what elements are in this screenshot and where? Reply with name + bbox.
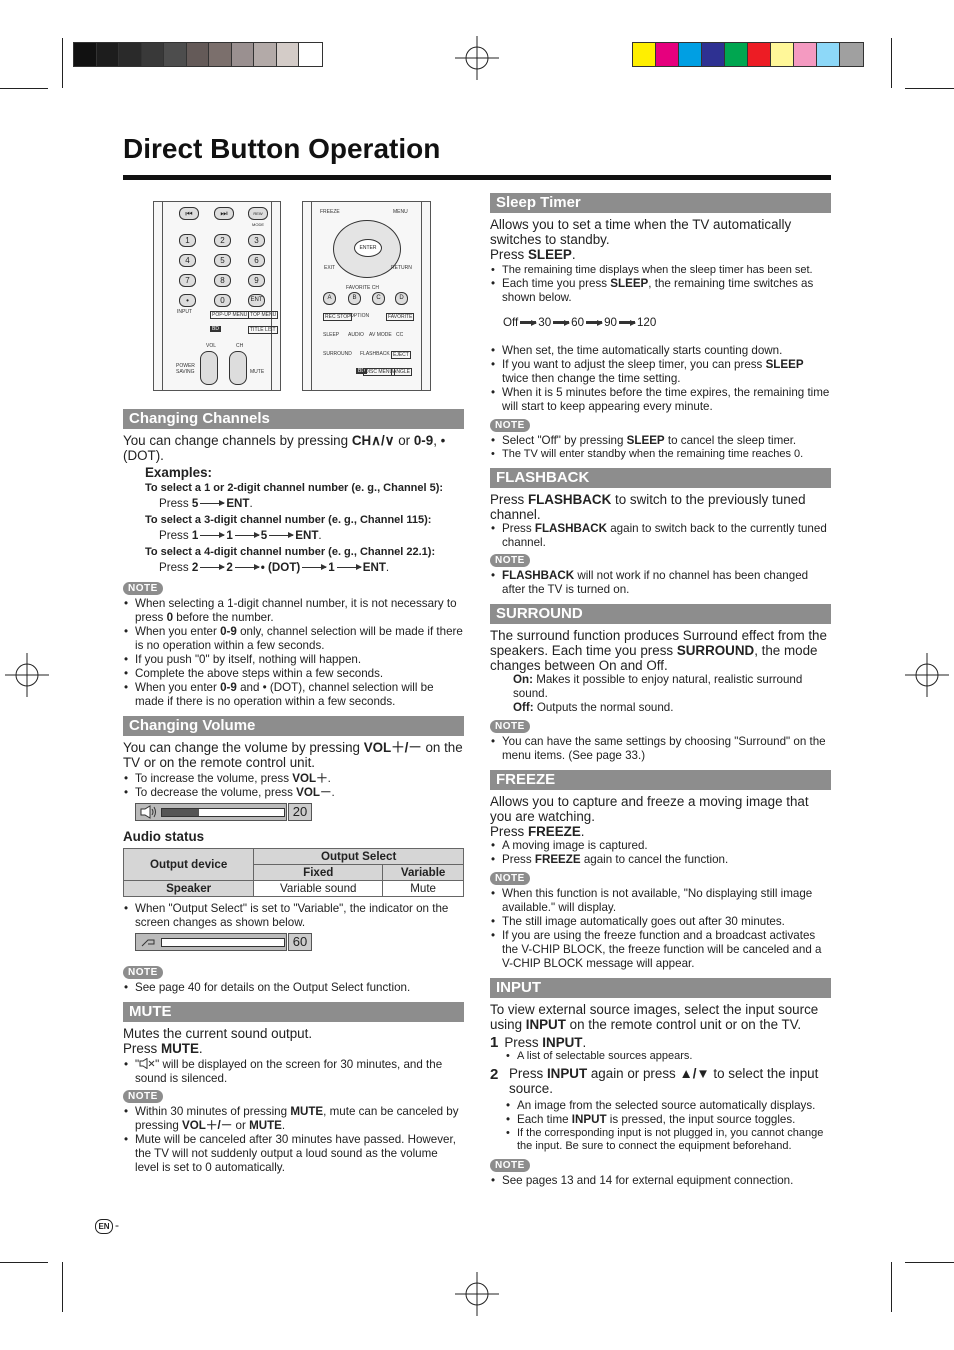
changing-volume-heading: Changing Volume bbox=[123, 716, 464, 736]
surround-label: SURROUND bbox=[323, 351, 352, 357]
freeze-bullet: • Press FREEZE again to cancel the function. bbox=[490, 853, 831, 867]
exit-label: EXIT bbox=[324, 265, 336, 271]
changing-channels-intro: You can change channels by pressing CH∧/∨ or 0-9, • (DOT). bbox=[123, 433, 446, 463]
examples-list bbox=[145, 482, 464, 575]
variable-value: 60 bbox=[288, 933, 312, 951]
variable-indicator-bar bbox=[135, 933, 464, 951]
crop-mark bbox=[905, 1262, 954, 1263]
rec-stop-label: REC STOP bbox=[325, 314, 351, 320]
volume-track bbox=[161, 808, 285, 817]
title-list-label: TITLE LIST bbox=[250, 327, 276, 333]
remote-edge bbox=[421, 202, 422, 390]
arrow-icon bbox=[619, 321, 635, 324]
mute-press: Press MUTE. bbox=[123, 1041, 203, 1056]
audio-status-label: Audio status bbox=[123, 829, 205, 844]
gray-swatch bbox=[232, 43, 255, 66]
freeze-heading: FREEZE bbox=[490, 770, 831, 790]
flashback-label: FLASHBACK bbox=[360, 351, 390, 357]
input-step-2: 2 Press INPUT again or press ▲/▼ to select the input source. bbox=[490, 1066, 831, 1096]
surround-off: Off: Outputs the normal sound. bbox=[513, 701, 674, 714]
surround-on: On: Makes it possible to enjoy natural, realistic surround sound. bbox=[513, 673, 803, 700]
example-2-steps: Press 1 1 5 ENT. bbox=[159, 529, 322, 542]
surround-text: The surround function produces Surround effect from the speakers. Each time you press SURROUND, the mode changes between On and Off. bbox=[490, 628, 827, 673]
registration-mark-left bbox=[5, 653, 49, 697]
sleep-timer-press: Press SLEEP. bbox=[490, 247, 576, 262]
left-column bbox=[123, 409, 464, 1175]
crop-mark bbox=[62, 38, 63, 88]
registration-mark-bottom bbox=[455, 1272, 499, 1316]
surround-heading: SURROUND bbox=[490, 604, 831, 624]
angle-label: ANGLE bbox=[393, 369, 410, 375]
note-badge: NOTE bbox=[490, 720, 530, 733]
gray-swatch bbox=[254, 43, 277, 66]
freeze-label: FREEZE bbox=[320, 209, 340, 215]
dot-button: • bbox=[179, 294, 196, 307]
prev-button-icon: ⏮ bbox=[179, 207, 199, 220]
crop-mark bbox=[891, 38, 892, 88]
remote-illustration-left bbox=[153, 201, 281, 391]
vol-label: VOL bbox=[206, 343, 217, 349]
sleep-bullet: • Each time you press SLEEP, the remaining time switches as shown below. bbox=[490, 277, 831, 305]
crop-mark bbox=[62, 1262, 63, 1312]
input-step-2-bullet: • An image from the selected source automatically displays. bbox=[505, 1099, 831, 1113]
arrow-icon bbox=[553, 321, 569, 324]
note-item: • If you push "0" by itself, nothing will happen. bbox=[123, 653, 464, 667]
eject-label: EJECT bbox=[393, 352, 409, 358]
sleep-label: SLEEP bbox=[323, 332, 340, 338]
favorite-ch-label: FAVORITE CH bbox=[346, 285, 379, 291]
th-fixed: Fixed bbox=[254, 865, 383, 881]
mute-text: Mutes the current sound output. bbox=[123, 1026, 313, 1041]
note-badge: NOTE bbox=[490, 1159, 530, 1172]
page-number-dash: - bbox=[115, 1218, 119, 1232]
process-swatch bbox=[656, 43, 679, 66]
language-badge: EN bbox=[95, 1219, 113, 1234]
note-item: • FLASHBACK will not work if no channel has been changed after the TV is turned on. bbox=[490, 569, 831, 597]
volume-bullet: • When "Output Select" is set to "Variable", the indicator on the screen changes as shown below. bbox=[123, 902, 464, 930]
sleep-bullet: • When set, the time automatically starts counting down. bbox=[490, 344, 831, 358]
title-rule bbox=[123, 175, 831, 180]
b-button: B bbox=[348, 292, 361, 305]
crop-mark bbox=[891, 1262, 892, 1312]
gray-swatch bbox=[209, 43, 232, 66]
sleep-bullet: • When it is 5 minutes before the time expires, the remaining time will start to keep appearing every minute. bbox=[490, 386, 831, 414]
process-swatch bbox=[633, 43, 656, 66]
input-text: To view external source images, select the input source using INPUT on the remote control unit or on the TV. bbox=[490, 1002, 819, 1032]
process-swatch bbox=[771, 43, 794, 66]
volume-bar bbox=[135, 803, 287, 821]
table-row bbox=[124, 881, 464, 897]
crop-mark bbox=[0, 88, 48, 89]
note-item: • You can have the same settings by choosing "Surround" on the menu items. (See page 33.) bbox=[490, 735, 831, 763]
page-title: Direct Button Operation bbox=[123, 133, 441, 164]
note-badge: NOTE bbox=[490, 419, 530, 432]
next-button-icon: ⏭ bbox=[214, 207, 234, 220]
return-label: RETURN bbox=[391, 265, 412, 271]
example-3-steps: Press 2 2 • (DOT) 1 ENT. bbox=[159, 561, 390, 574]
gray-swatch bbox=[277, 43, 300, 66]
note-item: • Within 30 minutes of pressing MUTE, mute can be canceled by pressing VOL＋/－ or MUTE. bbox=[123, 1105, 464, 1133]
arrow-icon bbox=[235, 535, 259, 536]
note-badge: NOTE bbox=[490, 872, 530, 885]
mute-speaker-icon bbox=[139, 1058, 155, 1069]
process-swatch bbox=[794, 43, 817, 66]
d-button: D bbox=[395, 292, 408, 305]
input-step-2-bullet: • If the corresponding input is not plugged in, you cannot change the input. Be sure to connect the equipment beforehand. bbox=[505, 1127, 831, 1153]
num-button-4: 4 bbox=[179, 254, 196, 267]
volume-value: 20 bbox=[288, 803, 312, 821]
arrow-icon bbox=[269, 535, 293, 536]
note-badge: NOTE bbox=[123, 1090, 163, 1103]
input-step-2-bullet: • Each time INPUT is pressed, the input source toggles. bbox=[505, 1113, 831, 1127]
note-item: • The TV will enter standby when the remaining time reaches 0. bbox=[490, 448, 831, 461]
sleep-bullet: • The remaining time displays when the sleep timer has been set. bbox=[490, 264, 831, 277]
sleep-bullet: • If you want to adjust the sleep timer, you can press SLEEP twice then change the time setting. bbox=[490, 358, 831, 386]
gray-swatch bbox=[164, 43, 187, 66]
flashback-heading: FLASHBACK bbox=[490, 468, 831, 488]
note-badge: NOTE bbox=[123, 966, 163, 979]
enter-button: ENTER bbox=[354, 239, 382, 257]
note-badge: NOTE bbox=[490, 554, 530, 567]
gray-swatch bbox=[74, 43, 97, 66]
gray-swatch bbox=[119, 43, 142, 66]
arrow-icon bbox=[200, 535, 224, 536]
plug-icon bbox=[140, 936, 158, 948]
input-label: INPUT bbox=[177, 309, 192, 315]
th-variable: Variable bbox=[383, 865, 464, 881]
sleep-timer-heading: Sleep Timer bbox=[490, 193, 831, 213]
note-item: • When you enter 0-9 and • (DOT), channel selection will be made if there is no operation within a few seconds. bbox=[123, 681, 464, 709]
note-item: • When you enter 0-9 only, channel selection will be made if there is no operation within a few seconds. bbox=[123, 625, 464, 653]
note-item: • When this function is not available, "No displaying still image available." will display. bbox=[490, 887, 831, 915]
audio-label: AUDIO bbox=[348, 332, 364, 338]
remote-illustration-right bbox=[302, 201, 431, 391]
note-item: • When selecting a 1-digit channel number, it is not necessary to press 0 before the number. bbox=[123, 597, 464, 625]
input-step-1: 1 Press INPUT. bbox=[490, 1034, 587, 1051]
gray-swatch bbox=[97, 43, 120, 66]
variable-track bbox=[161, 938, 285, 947]
gray-swatch bbox=[299, 43, 322, 66]
crop-mark bbox=[0, 1262, 48, 1263]
remote-edge bbox=[271, 202, 272, 390]
volume-bullet: • To decrease the volume, press VOL－. bbox=[123, 786, 464, 800]
example-1-title: To select a 1 or 2-digit channel number (e. g., Channel 5): bbox=[145, 482, 444, 494]
a-button: A bbox=[323, 292, 336, 305]
example-2-title: To select a 3-digit channel number (e. g., Channel 115): bbox=[145, 514, 432, 526]
sleep-timer-text: Allows you to set a time when the TV automatically switches to standby. bbox=[490, 217, 792, 247]
ch-label: CH bbox=[236, 343, 244, 349]
note-item: • Select "Off" by pressing SLEEP to cancel the sleep timer. bbox=[490, 434, 831, 448]
volume-fill bbox=[162, 809, 199, 816]
freeze-press: Press FREEZE. bbox=[490, 824, 585, 839]
arrow-icon bbox=[235, 567, 259, 568]
process-swatch bbox=[748, 43, 771, 66]
mute-heading: MUTE bbox=[123, 1002, 464, 1022]
arrow-icon bbox=[337, 567, 361, 568]
num-button-2: 2 bbox=[214, 234, 231, 247]
note-item: • See page 40 for details on the Output Select function. bbox=[123, 981, 464, 995]
cell-speaker: Speaker bbox=[124, 881, 254, 897]
changing-channels-heading: Changing Channels bbox=[123, 409, 464, 429]
av-mode-label: AV MODE bbox=[369, 332, 392, 338]
flashback-bullet: • Press FLASHBACK again to switch back to the currently tuned channel. bbox=[490, 522, 831, 550]
num-button-6: 6 bbox=[248, 254, 265, 267]
num-button-9: 9 bbox=[248, 274, 265, 287]
disc-menu-label: DISC MENU bbox=[365, 369, 394, 375]
bd-badge: BD bbox=[358, 368, 365, 374]
cell-fixed: Variable sound bbox=[254, 881, 383, 897]
flashback-text: Press FLASHBACK to switch to the previously tuned channel. bbox=[490, 492, 806, 522]
process-swatch bbox=[679, 43, 702, 66]
volume-indicator-bar bbox=[135, 803, 464, 821]
note-item: • Complete the above steps within a few seconds. bbox=[123, 667, 464, 681]
power-saving-label: POWER SAVING bbox=[176, 363, 195, 375]
popup-menu-label: POP-UP MENU bbox=[212, 312, 248, 318]
option-label: OPTION bbox=[350, 313, 370, 319]
note-item: • If you are using the freeze function and a broadcast activates the V-CHIP BLOCK, the freeze function will be canceled and a V-CHIP BLOCK message will appear. bbox=[490, 929, 831, 971]
registration-mark-right bbox=[905, 653, 949, 697]
note-item: • Mute will be canceled after 30 minutes have passed. However, the TV will not suddenly output a loud sound as the volume level is set to 0 automatically. bbox=[123, 1133, 464, 1175]
gray-swatch bbox=[142, 43, 165, 66]
changing-volume-intro: You can change the volume by pressing VOL＋/－ on the TV or on the remote control unit. bbox=[123, 740, 463, 770]
note-item: • See pages 13 and 14 for external equipment connection. bbox=[490, 1174, 831, 1188]
gray-swatch bbox=[187, 43, 210, 66]
sleep-sequence: Off 30 60 90 120 bbox=[503, 316, 657, 329]
note-item: • The still image automatically goes out after 30 minutes. bbox=[490, 915, 831, 929]
input-step-1-bullet: • A list of selectable sources appears. bbox=[505, 1050, 831, 1063]
arrow-icon bbox=[200, 567, 224, 568]
example-3-title: To select a 4-digit channel number (e. g., Channel 22.1): bbox=[145, 546, 436, 558]
input-heading: INPUT bbox=[490, 978, 831, 998]
example-1-steps: Press 5 ENT. bbox=[159, 497, 253, 510]
process-swatch bbox=[725, 43, 748, 66]
process-swatch bbox=[840, 43, 863, 66]
arrow-icon bbox=[520, 321, 536, 324]
speaker-icon bbox=[139, 805, 157, 819]
examples-label: Examples: bbox=[145, 465, 212, 480]
cell-variable: Mute bbox=[383, 881, 464, 897]
volume-bullet: • To increase the volume, press VOL＋. bbox=[123, 772, 464, 786]
arrow-icon bbox=[200, 503, 224, 504]
arrow-icon bbox=[302, 567, 326, 568]
ch-rocker bbox=[229, 351, 247, 385]
remote-edge bbox=[311, 202, 312, 390]
note-badge: NOTE bbox=[123, 582, 163, 595]
bd-badge: BD bbox=[212, 326, 219, 332]
right-column bbox=[490, 193, 831, 1188]
num-button-0: 0 bbox=[214, 294, 231, 307]
menu-label: MENU bbox=[393, 209, 408, 215]
freeze-bullet: • A moving image is captured. bbox=[490, 839, 831, 853]
rew-mode-button: REW MODE bbox=[248, 207, 268, 220]
mute-bullet: • " " will be displayed on the screen for 30 minutes, and the sound is silenced. bbox=[123, 1058, 464, 1086]
process-swatch bbox=[702, 43, 725, 66]
th-output-select: Output Select bbox=[254, 849, 464, 865]
audio-status-table bbox=[123, 848, 464, 897]
crop-mark bbox=[905, 88, 954, 89]
process-swatch bbox=[817, 43, 840, 66]
cc-label: CC bbox=[396, 332, 404, 338]
vol-rocker bbox=[200, 351, 218, 385]
top-menu-label: TOP MENU bbox=[250, 312, 277, 318]
freeze-text: Allows you to capture and freeze a moving image that you are watching. bbox=[490, 794, 809, 824]
arrow-icon bbox=[586, 321, 602, 324]
variable-bar bbox=[135, 933, 287, 951]
input-step-2-text: Press INPUT again or press ▲/▼ to select the input source. bbox=[509, 1066, 819, 1096]
ent-button: ENT bbox=[248, 294, 265, 307]
mute-label: MUTE bbox=[250, 369, 265, 375]
num-button-1: 1 bbox=[179, 234, 196, 247]
num-button-8: 8 bbox=[214, 274, 231, 287]
registration-mark-top bbox=[455, 36, 499, 80]
favorite-label: FAVORITE bbox=[388, 314, 413, 320]
num-button-5: 5 bbox=[214, 254, 231, 267]
num-button-7: 7 bbox=[179, 274, 196, 287]
num-button-3: 3 bbox=[248, 234, 265, 247]
c-button: C bbox=[372, 292, 385, 305]
th-output-device: Output device bbox=[124, 849, 254, 881]
remote-edge bbox=[162, 202, 163, 390]
